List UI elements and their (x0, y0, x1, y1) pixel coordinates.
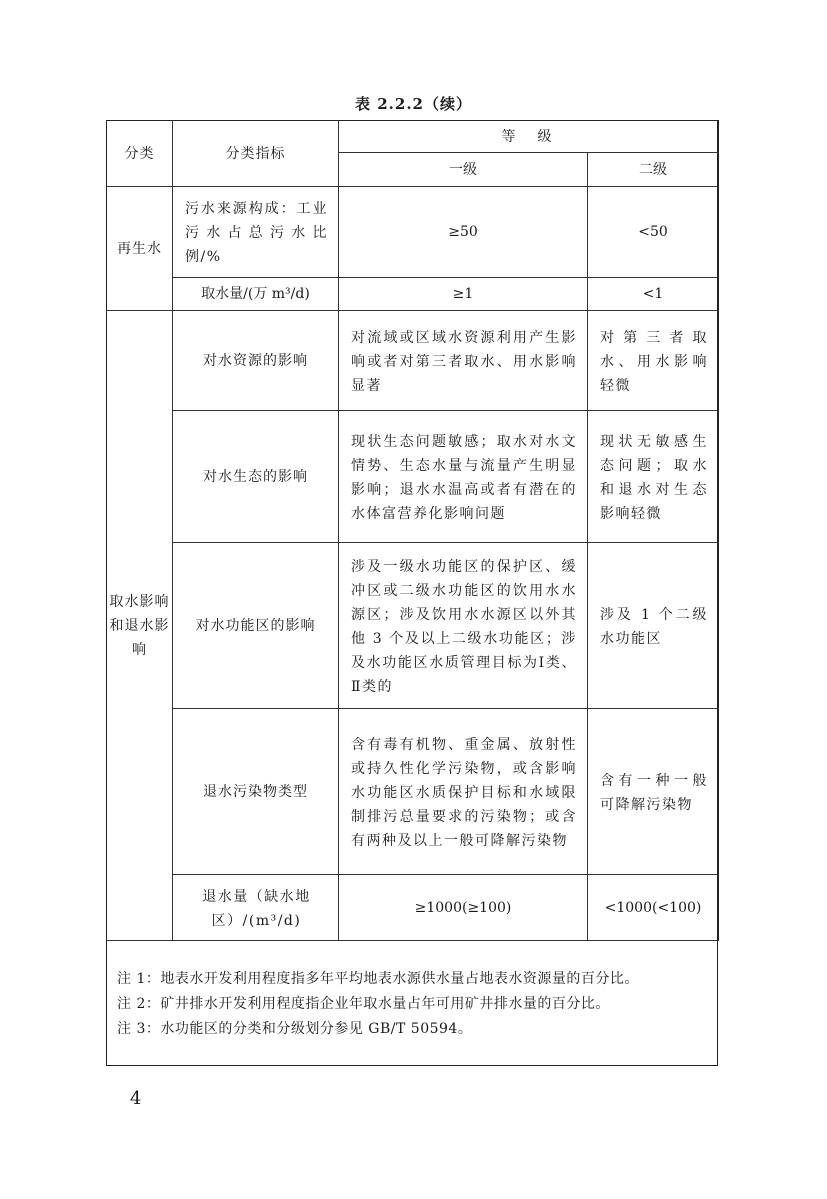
table-notes (117, 967, 712, 1042)
table-row (107, 543, 719, 709)
table-title: 表 2.2.2（续） (355, 95, 472, 113)
note-2: 注 2：矿井排水开发利用程度指企业年取水量占年可用矿井排水量的百分比。 (117, 996, 610, 1012)
indicator-cell: 退水量（缺水地区）/(m³/d) (173, 875, 339, 941)
grade2-cell: 现状无敏感生态问题；取水和退水对生态影响轻微 (588, 411, 719, 543)
grade1-cell: 涉及一级水功能区的保护区、缓冲区或二级水功能区的饮用水水源区；涉及饮用水水源区以外其他 3 个及以上二级水功能区；涉及水功能区水质管理目标为Ⅰ类、Ⅱ类的 (339, 543, 588, 709)
grade2-cell: <50 (588, 187, 719, 278)
grading-table (106, 120, 719, 941)
grade2-cell: <1000(<100) (588, 875, 719, 941)
header-row (107, 121, 719, 153)
note-3: 注 3：水功能区的分类和分级划分参见 GB/T 50594。 (117, 1021, 473, 1037)
grade1-cell: 对流域或区域水资源利用产生影响或者对第三者取水、用水影响显著 (339, 311, 588, 411)
grade2-cell: 涉及 1 个二级水功能区 (588, 543, 719, 709)
category-cell: 再生水 (107, 187, 173, 311)
note-1: 注 1：地表水开发利用程度指多年平均地表水源供水量占地表水资源量的百分比。 (117, 971, 639, 987)
indicator-cell: 对水资源的影响 (173, 311, 339, 411)
grade2-cell: <1 (588, 278, 719, 311)
grade1-cell: ≥50 (339, 187, 588, 278)
header-grade-1: 一级 (339, 153, 588, 187)
header-grade-2: 二级 (588, 153, 719, 187)
grade1-cell: 现状生态问题敏感；取水对水文情势、生态水量与流量产生明显影响；退水水温高或者有潜在的水体富营养化影响问题 (339, 411, 588, 543)
indicator-cell: 对水生态的影响 (173, 411, 339, 543)
table-row (107, 709, 719, 875)
grade1-cell: ≥1 (339, 278, 588, 311)
table-row (107, 187, 719, 278)
grade1-cell: 含有毒有机物、重金属、放射性或持久性化学污染物，或含影响水功能区水质保护目标和水域限制排污总量要求的污染物；或含有两种及以上一般可降解污染物 (339, 709, 588, 875)
indicator-cell: 对水功能区的影响 (173, 543, 339, 709)
header-category: 分类 (107, 121, 173, 187)
table-row (107, 875, 719, 941)
grade2-cell: 对第三者取水、用水影响轻微 (588, 311, 719, 411)
grade2-cell: 含有一种一般可降解污染物 (588, 709, 719, 875)
header-indicator: 分类指标 (173, 121, 339, 187)
indicator-cell: 污水来源构成：工业污水占总污水比例/% (173, 187, 339, 278)
table-row (107, 311, 719, 411)
header-grade: 等 级 (339, 121, 719, 153)
category-cell: 取水影响和退水影响 (107, 311, 173, 941)
table-row (107, 278, 719, 311)
indicator-cell: 退水污染物类型 (173, 709, 339, 875)
table-row (107, 411, 719, 543)
indicator-cell: 取水量/(万 m³/d) (173, 278, 339, 311)
page-number: 4 (130, 1088, 142, 1109)
grade1-cell: ≥1000(≥100) (339, 875, 588, 941)
